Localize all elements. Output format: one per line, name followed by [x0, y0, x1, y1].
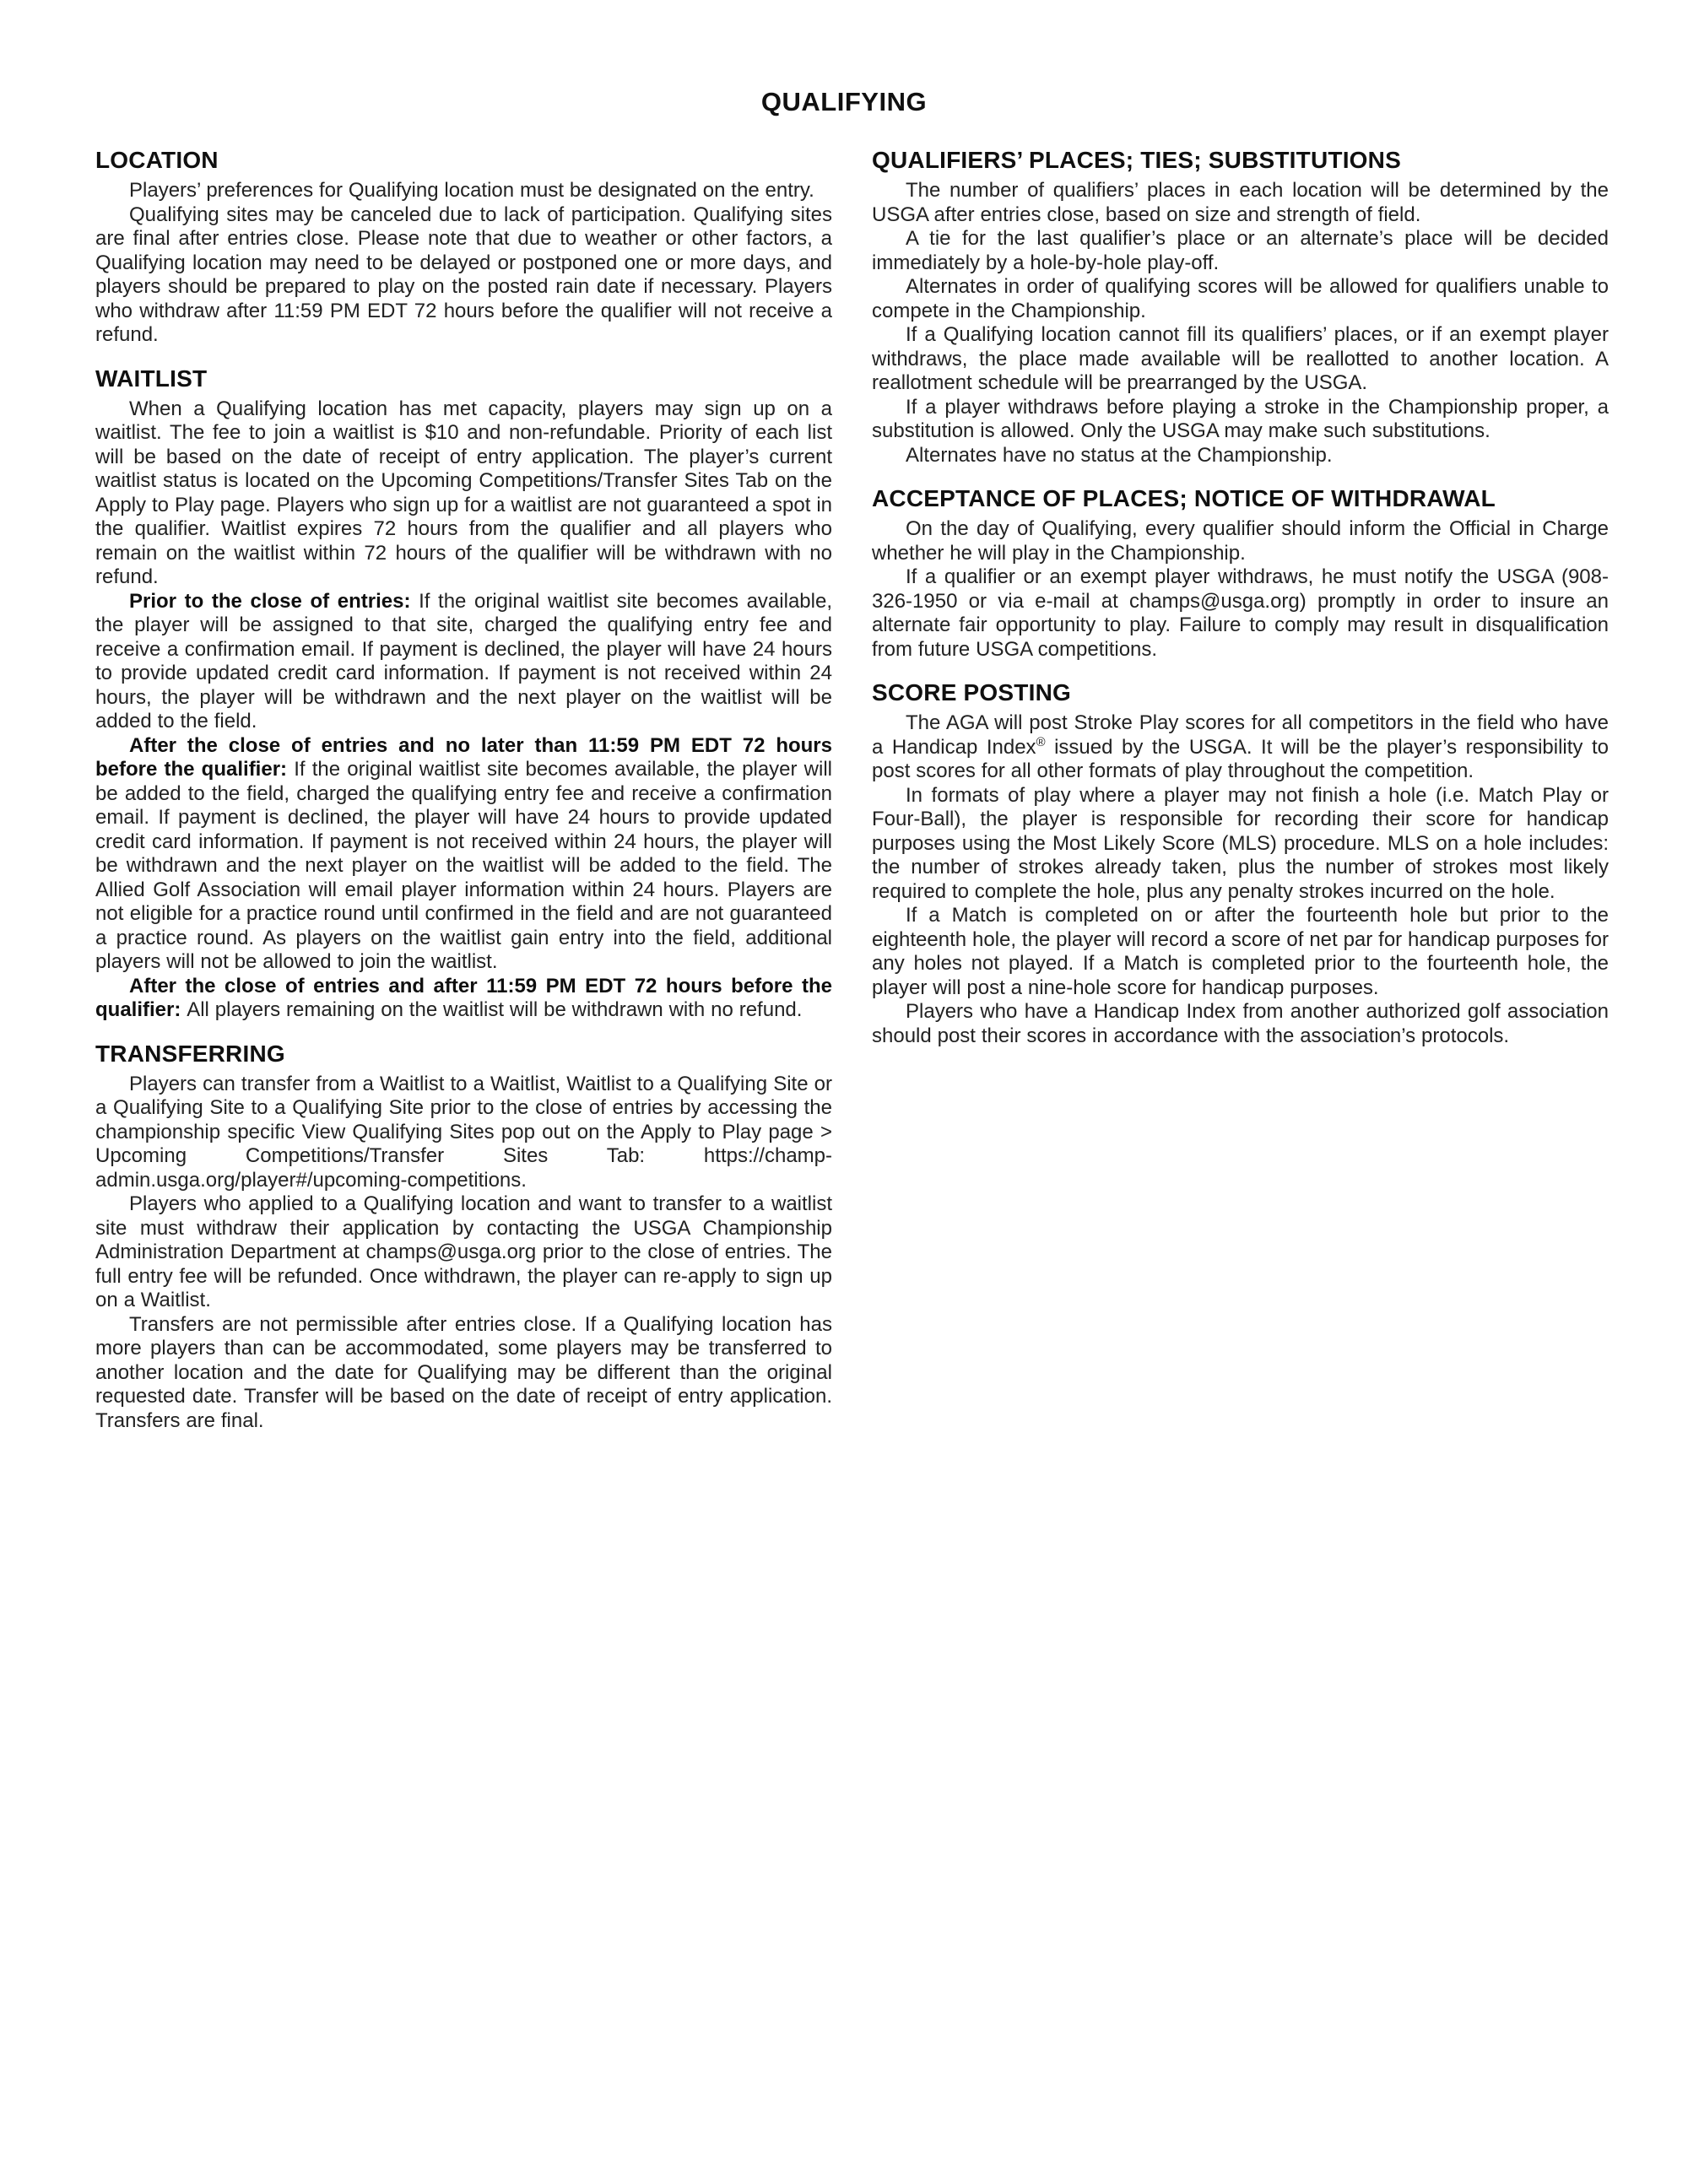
paragraph: After the close of entries and no later than 11:59 PM EDT 72 hours before the qualifier: If the original waitlist site becomes available, the player will be added to the field, charged the qualifying entry fee and receive a confirmation email. If payment is declined, the player will have 24 hours to provide updated credit card information. If payment is not received within 24 hours, the player will be withdrawn and the next player on the waitlist will be added to the field. The Allied Golf Association will email player information within 24 hours. Players are not eligible for a practice round until confirmed in the field and are not guaranteed a practice round. As players on the waitlist gain entry into the field, additional players will not be allowed to join the waitlist. [95, 733, 833, 973]
paragraph: Players can transfer from a Waitlist to a Waitlist, Waitlist to a Qualifying Site or a Qualifying Site to a Qualifying Site prior to the close of entries by accessing the championship specific View Qualifying Sites pop out on the Apply to Play page > Upcoming Competitions/Transfer Sites Tab: https://champ-admin.usga.org/player#/upcoming-competitions. [95, 1072, 832, 1192]
paragraph: Players who applied to a Qualifying location and want to transfer to a waitlist site must withdraw their application by contacting the USGA Championship Administration Department at champs@usga.org prior to the close of entries. The full entry fee will be refunded. Once withdrawn, the player can re-apply to sign up on a Waitlist. [95, 1192, 832, 1311]
paragraph: If a Qualifying location cannot fill its qualifiers’ places, or if an exempt player withdraws, the place made available will be reallotted to another location. A reallotment schedule will be prearranged by the USGA. [872, 323, 1609, 394]
registered-trademark-symbol: ® [1036, 735, 1046, 749]
section-heading-location: LOCATION [95, 147, 219, 173]
paragraph: Alternates in order of qualifying scores will be allowed for qualifiers unable to compete in the Championship. [872, 275, 1609, 322]
paragraph: If a qualifier or an exempt player withdraws, he must notify the USGA (908-326-1950 or via e-mail at champs@usga.org) promptly in order to insure an alternate fair opportunity to play. Failure to comply may result in disqualification from future USGA competitions. [872, 565, 1609, 661]
paragraph-bold-lead: Prior to the close of entries: [129, 589, 419, 613]
paragraph-bold-lead: After the close of entries and no later than 11:59 PM EDT 72 hours before the qualifier: [95, 733, 832, 781]
column-left [95, 148, 832, 1433]
section-heading-qualifiers-places-ties: QUALIFIERS’ PLACES; TIES; SUBSTITUTIONS [872, 147, 1401, 173]
paragraph-bold-lead: After the close of entries and after 11:59 PM EDT 72 hours before the qualifier: [95, 974, 832, 1021]
paragraph: A tie for the last qualifier’s place or an alternate’s place will be decided immediately by a hole-by-hole play-off. [872, 227, 1609, 274]
two-column-layout [0, 117, 1688, 1433]
section-heading-score-posting: SCORE POSTING [872, 679, 1071, 705]
paragraph: Players who have a Handicap Index from another authorized golf association should post their scores in accordance with the association’s protocols. [872, 1000, 1609, 1047]
paragraph: After the close of entries and after 11:59 PM EDT 72 hours before the qualifier: All players remaining on the waitlist will be withdrawn with no refund. [95, 974, 832, 1021]
paragraph: Prior to the close of entries: If the original waitlist site becomes available, the player will be assigned to that site, charged the qualifying entry fee and receive a confirmation email. If payment is declined, the player will have 24 hours to provide updated credit card information. If payment is not received within 24 hours, the player will be withdrawn and the next player on the waitlist will be added to the field. [95, 589, 832, 733]
paragraph: When a Qualifying location has met capacity, players may sign up on a waitlist. The fee to join a waitlist is $10 and non-refundable. Priority of each list will be based on the date of receipt of entry application. The player’s current waitlist status is located on the Upcoming Competitions/Transfer Sites Tab on the Apply to Play page. Players who sign up for a waitlist are not guaranteed a spot in the qualifier. Waitlist expires 72 hours from the qualifier and all players who remain on the waitlist within 72 hours of the qualifier will be withdrawn with no refund. [95, 397, 832, 588]
column-right [872, 148, 1609, 1048]
paragraph: Players’ preferences for Qualifying location must be designated on the entry. [129, 179, 814, 202]
paragraph: Qualifying sites may be canceled due to lack of participation. Qualifying sites are final after entries close. Please note that due to weather or other factors, a Qualifying location may need to be delayed or postponed one or more days, and players should be prepared to play on the posted rain date if necessary. Players who withdraw after 11:59 PM EDT 72 hours before the qualifier will not receive a refund. [95, 203, 832, 346]
paragraph: On the day of Qualifying, every qualifier should inform the Official in Charge whether he will play in the Championship. [872, 517, 1609, 565]
paragraph: In formats of play where a player may not finish a hole (i.e. Match Play or Four-Ball), the player is responsible for recording their score for handicap purposes using the Most Likely Score (MLS) procedure. MLS on a hole includes: the number of strokes already taken, plus the number of strokes most likely required to complete the hole, plus any penalty strokes incurred on the hole. [872, 783, 1609, 903]
paragraph: If a player withdraws before playing a stroke in the Championship proper, a substitution is allowed. Only the USGA may make such substitutions. [872, 395, 1609, 442]
paragraph: The AGA will post Stroke Play scores for all competitors in the field who have a Handicap Index® issued by the USGA. It will be the player’s responsibility to post scores for all other formats of play throughout the competition. [872, 711, 1609, 782]
section-heading-acceptance-of-places: ACCEPTANCE OF PLACES; NOTICE OF WITHDRAWAL [872, 485, 1496, 511]
section-heading-transferring: TRANSFERRING [95, 1040, 285, 1067]
paragraph: Transfers are not permissible after entries close. If a Qualifying location has more players than can be accommodated, some players may be transferred to another location and the date for Qualifying may be different than the original requested date. Transfer will be based on the date of receipt of entry application. Transfers are final. [95, 1312, 832, 1432]
section-heading-waitlist: WAITLIST [95, 365, 208, 392]
paragraph: Alternates have no status at the Championship. [906, 443, 1333, 467]
paragraph: If a Match is completed on or after the fourteenth hole but prior to the eighteenth hole, the player will record a score of net par for handicap purposes for any holes not played. If a Match is completed prior to the fourteenth hole, the player will post a nine-hole score for handicap purposes. [872, 904, 1609, 999]
page-title: QUALIFYING [760, 87, 928, 116]
paragraph: The number of qualifiers’ places in each location will be determined by the USGA after entries close, based on size and strength of field. [872, 179, 1609, 226]
